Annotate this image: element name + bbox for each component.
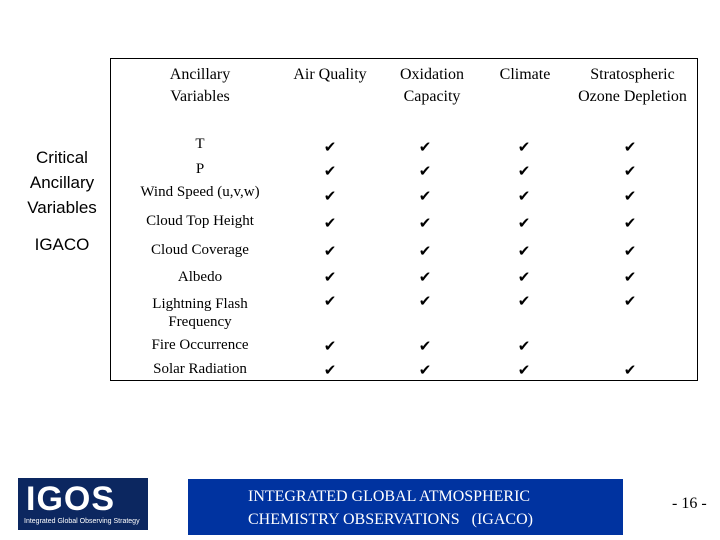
row-label-t: T bbox=[195, 136, 205, 152]
check-mark: ✔ bbox=[418, 140, 432, 156]
row-label-fire-occurrence: Fire Occurrence bbox=[151, 337, 249, 353]
check-mark: ✔ bbox=[517, 363, 531, 379]
check-mark: ✔ bbox=[323, 140, 337, 156]
row-label-wind-speed: Wind Speed (u,v,w) bbox=[140, 184, 260, 200]
row-label-cloud-top-height: Cloud Top Height bbox=[146, 213, 254, 229]
side-subtitle: IGACO bbox=[34, 235, 90, 254]
row-label-albedo: Albedo bbox=[177, 269, 223, 285]
row-label-solar-radiation: Solar Radiation bbox=[153, 361, 247, 377]
check-mark: ✔ bbox=[517, 294, 531, 310]
check-mark: ✔ bbox=[418, 270, 432, 286]
check-mark: ✔ bbox=[623, 244, 637, 260]
check-mark: ✔ bbox=[418, 216, 432, 232]
row-label-lightning: Lightning Flash Frequency bbox=[152, 296, 248, 330]
banner-line-1: INTEGRATED GLOBAL ATMOSPHERIC bbox=[248, 488, 531, 505]
logo-text: IGOS bbox=[26, 480, 116, 518]
check-mark: ✔ bbox=[323, 189, 337, 205]
check-mark: ✔ bbox=[623, 270, 637, 286]
check-mark: ✔ bbox=[323, 294, 337, 310]
check-mark: ✔ bbox=[517, 189, 531, 205]
check-mark: ✔ bbox=[323, 270, 337, 286]
banner-line-2: CHEMISTRY OBSERVATIONS (IGACO) bbox=[248, 511, 533, 528]
check-mark: ✔ bbox=[517, 270, 531, 286]
check-mark: ✔ bbox=[323, 244, 337, 260]
check-mark: ✔ bbox=[418, 189, 432, 205]
header-climate: Climate bbox=[499, 66, 551, 83]
header-ancillary-variables: Ancillary Variables bbox=[169, 66, 231, 105]
check-mark: ✔ bbox=[623, 189, 637, 205]
check-mark: ✔ bbox=[418, 363, 432, 379]
check-mark: ✔ bbox=[623, 363, 637, 379]
check-mark: ✔ bbox=[517, 339, 531, 355]
check-mark: ✔ bbox=[418, 294, 432, 310]
check-mark: ✔ bbox=[623, 164, 637, 180]
header-air-quality: Air Quality bbox=[293, 66, 367, 83]
check-mark: ✔ bbox=[623, 294, 637, 310]
page-number: - 16 - bbox=[672, 495, 707, 512]
header-oxidation-capacity: Oxidation Capacity bbox=[400, 66, 464, 105]
check-mark: ✔ bbox=[517, 140, 531, 156]
check-mark: ✔ bbox=[517, 164, 531, 180]
header-stratospheric-ozone: Stratospheric Ozone Depletion bbox=[578, 66, 687, 105]
row-label-p: P bbox=[195, 161, 205, 177]
check-mark: ✔ bbox=[623, 140, 637, 156]
row-label-cloud-coverage: Cloud Coverage bbox=[151, 242, 249, 258]
logo-subtext: Integrated Global Observing Strategy bbox=[24, 518, 140, 525]
check-mark: ✔ bbox=[517, 216, 531, 232]
check-mark: ✔ bbox=[623, 216, 637, 232]
check-mark: ✔ bbox=[517, 244, 531, 260]
check-mark: ✔ bbox=[323, 164, 337, 180]
check-mark: ✔ bbox=[418, 164, 432, 180]
side-title: Critical Ancillary Variables bbox=[27, 148, 97, 217]
check-mark: ✔ bbox=[418, 339, 432, 355]
check-mark: ✔ bbox=[323, 216, 337, 232]
check-mark: ✔ bbox=[418, 244, 432, 260]
check-mark: ✔ bbox=[323, 363, 337, 379]
igos-logo bbox=[18, 478, 148, 530]
igaco-banner bbox=[188, 479, 623, 535]
check-mark: ✔ bbox=[323, 339, 337, 355]
